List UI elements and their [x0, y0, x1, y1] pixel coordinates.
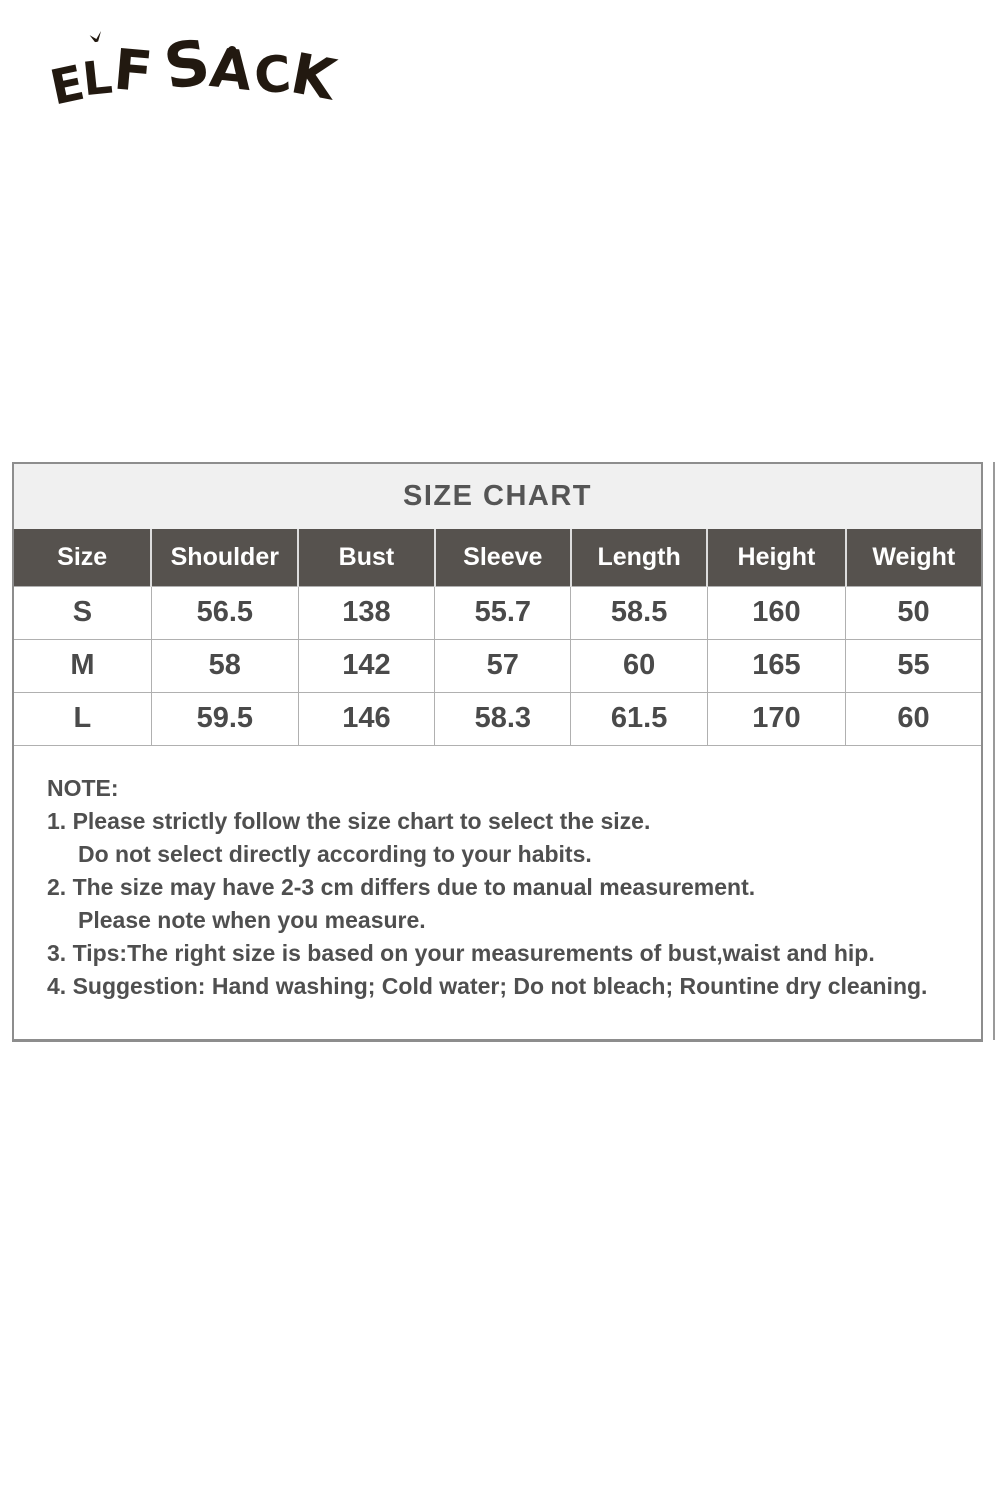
column-header-size: Size — [14, 529, 151, 586]
adjacent-image-edge — [993, 462, 995, 1040]
logo-letter: A — [206, 35, 255, 104]
cell-bust: 138 — [298, 586, 434, 639]
column-header-shoulder: Shoulder — [151, 529, 298, 586]
cell-sleeve: 57 — [435, 639, 571, 692]
logo-letter: K — [286, 41, 342, 114]
cell-bust: 146 — [298, 692, 434, 745]
note-line-3: 3. Tips:The right size is based on your measurements of bust,waist and hip. — [47, 939, 875, 966]
column-header-weight: Weight — [846, 529, 981, 586]
cell-length: 58.5 — [571, 586, 707, 639]
cell-shoulder: 59.5 — [151, 692, 298, 745]
notes-heading: NOTE: — [47, 774, 119, 801]
cell-length: 61.5 — [571, 692, 707, 745]
cell-bust: 142 — [298, 639, 434, 692]
notes-section — [14, 746, 981, 1039]
logo-letter: F — [111, 37, 155, 106]
note-line-1b: Do not select directly according to your habits. — [78, 840, 592, 867]
table-row-size-m — [14, 639, 981, 692]
size-chart-panel — [12, 462, 983, 1042]
cell-size: S — [14, 586, 151, 639]
cell-sleeve: 58.3 — [435, 692, 571, 745]
cell-length: 60 — [571, 639, 707, 692]
column-header-height: Height — [707, 529, 845, 586]
cell-weight: 60 — [846, 692, 981, 745]
note-line-1: 1. Please strictly follow the size chart to select the size. — [47, 807, 651, 834]
logo-accent-tick-icon — [89, 31, 103, 43]
table-row-size-s — [14, 586, 981, 639]
column-header-sleeve: Sleeve — [435, 529, 571, 586]
note-line-4: 4. Suggestion: Hand washing; Cold water; Do not bleach; Rountine dry cleaning. — [47, 972, 928, 999]
cell-weight: 50 — [846, 586, 981, 639]
cell-sleeve: 55.7 — [435, 586, 571, 639]
note-line-2b: Please note when you measure. — [78, 906, 426, 933]
column-header-bust: Bust — [298, 529, 434, 586]
column-header-length: Length — [571, 529, 707, 586]
cell-shoulder: 56.5 — [151, 586, 298, 639]
cell-height: 160 — [707, 586, 845, 639]
logo-letter: C — [252, 44, 294, 106]
table-row-size-l — [14, 692, 981, 745]
size-chart-title: SIZE CHART — [14, 464, 981, 529]
cell-size: L — [14, 692, 151, 745]
cell-size: M — [14, 639, 151, 692]
size-table — [14, 529, 981, 746]
cell-height: 165 — [707, 639, 845, 692]
note-line-2: 2. The size may have 2-3 cm differs due to manual measurement. — [47, 873, 756, 900]
cell-shoulder: 58 — [151, 639, 298, 692]
logo-letter: S — [158, 24, 215, 105]
cell-weight: 55 — [846, 639, 981, 692]
logo-letter: L — [80, 49, 115, 107]
logo-letter: E — [45, 54, 90, 117]
cell-height: 170 — [707, 692, 845, 745]
elf-sack-logo — [45, 24, 342, 126]
size-table-header-row — [14, 529, 981, 586]
